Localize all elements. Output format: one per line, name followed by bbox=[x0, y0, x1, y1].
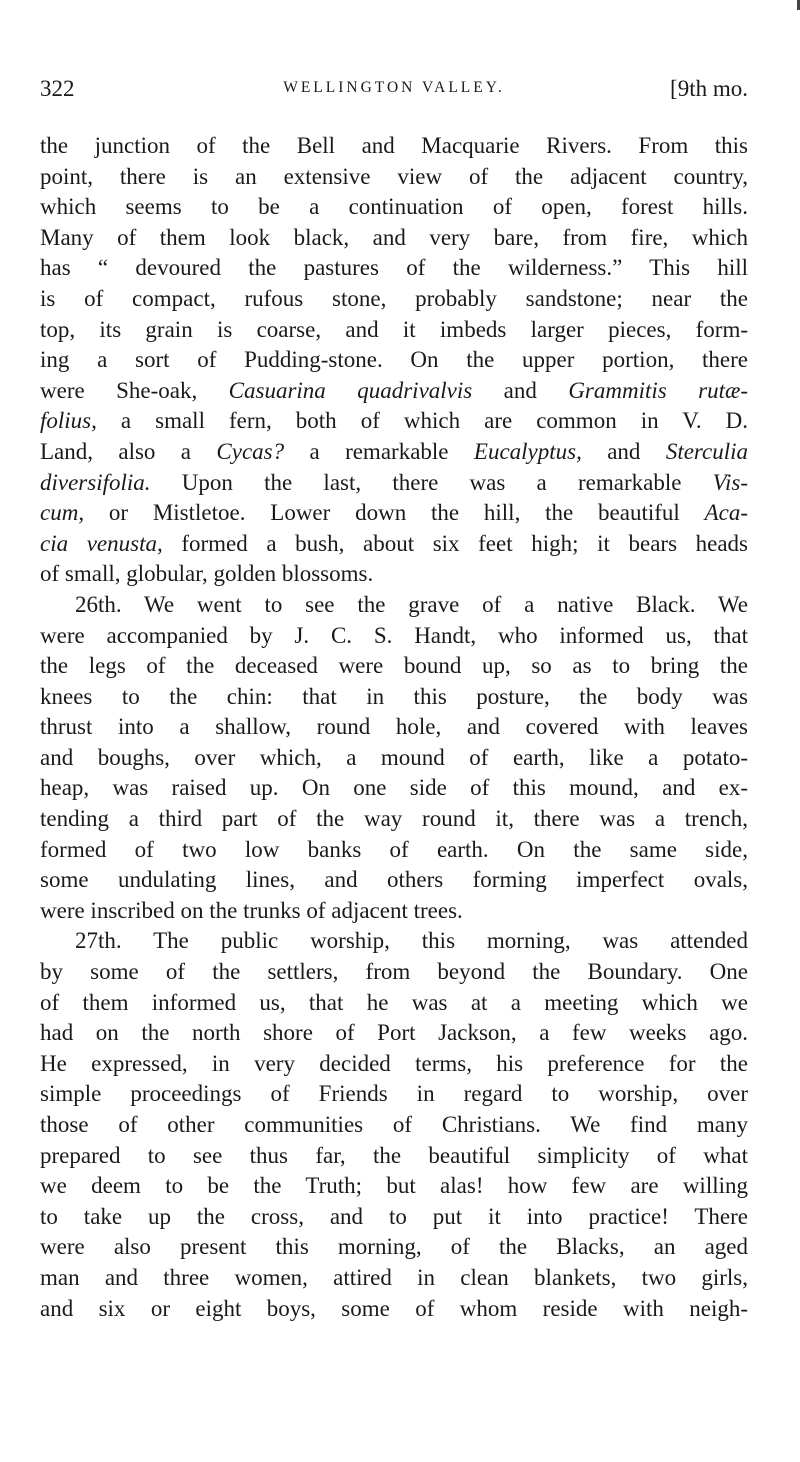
running-title: WELLINGTON VALLEY. bbox=[283, 79, 505, 96]
text-segment: were She-oak, bbox=[40, 377, 229, 403]
text-segment: of them informed us, that he was at a meeting which we bbox=[40, 989, 748, 1015]
text-segment: we deem to be the Truth; but alas! how few are willing bbox=[40, 1173, 748, 1199]
text-segment: formed a bush, about six feet high; it bears heads bbox=[162, 530, 748, 556]
text-line bbox=[40, 1141, 748, 1172]
running-header bbox=[40, 76, 748, 112]
text-line bbox=[40, 804, 748, 835]
text-segment: and bbox=[472, 377, 569, 403]
text-line bbox=[40, 773, 748, 804]
text-line bbox=[40, 345, 748, 376]
text-segment: and six or eight boys, some of whom reside with neigh- bbox=[40, 1295, 748, 1321]
text-line bbox=[40, 1171, 748, 1202]
italic-term: cum, bbox=[40, 500, 85, 526]
italic-term: Cycas? bbox=[216, 438, 285, 464]
text-line bbox=[40, 253, 748, 284]
italic-term: folius, bbox=[40, 408, 97, 434]
text-segment: of small, globular, golden blossoms. bbox=[40, 561, 374, 587]
text-line bbox=[40, 559, 748, 590]
text-line bbox=[40, 1294, 748, 1325]
text-segment: were accompanied by J. C. S. Handt, who informed us, that bbox=[40, 622, 748, 648]
text-segment: simple proceedings of Friends in regard to worship, over bbox=[40, 1081, 748, 1107]
text-segment: thrust into a shallow, round hole, and covered with leaves bbox=[40, 714, 748, 740]
text-line bbox=[40, 865, 748, 896]
text-segment: were also present this morning, of the Blacks, an aged bbox=[40, 1234, 748, 1260]
text-line bbox=[40, 1049, 748, 1080]
text-segment: those of other communities of Christians. We find many bbox=[40, 1112, 748, 1137]
text-segment: Upon the last, there was a remarkable bbox=[150, 469, 713, 495]
italic-term: Vis- bbox=[712, 469, 748, 495]
italic-term: Eucalyptus, bbox=[473, 438, 582, 464]
italic-term: Casuarina quadrivalvis bbox=[228, 377, 473, 403]
text-segment: to take up the cross, and to put it into practice! There bbox=[40, 1203, 748, 1229]
text-line bbox=[40, 1110, 748, 1141]
page-number: 322 bbox=[40, 76, 75, 101]
text-line bbox=[40, 651, 748, 682]
text-segment: and bbox=[581, 438, 666, 464]
text-line bbox=[40, 621, 748, 652]
italic-term: diversifolia. bbox=[40, 469, 151, 495]
text-segment: or Mistletoe. Lower down the hill, the beautiful bbox=[84, 500, 705, 526]
text-segment: knees to the chin: that in this posture, the body was bbox=[40, 683, 748, 709]
text-line bbox=[40, 131, 748, 162]
text-line bbox=[40, 529, 748, 560]
text-line bbox=[40, 498, 748, 529]
text-segment: and boughs, over which, a mound of earth, like a potato- bbox=[40, 744, 748, 770]
text-line bbox=[40, 376, 748, 407]
text-line bbox=[40, 223, 748, 254]
text-segment: He expressed, in very decided terms, his preference for the bbox=[40, 1050, 748, 1076]
text-segment: tending a third part of the way round it, there was a trench, bbox=[40, 806, 748, 832]
text-segment: were inscribed on the trunks of adjacent trees. bbox=[40, 897, 463, 923]
text-segment: prepared to see thus far, the beautiful simplicity of what bbox=[40, 1142, 748, 1168]
text-line bbox=[40, 926, 748, 957]
text-line bbox=[40, 1232, 748, 1263]
text-line bbox=[40, 406, 748, 437]
text-segment: 27th. The public worship, this morning, was attended bbox=[75, 928, 748, 954]
text-line bbox=[40, 1018, 748, 1049]
text-segment: the junction of the Bell and Macquarie Rivers. From this bbox=[40, 133, 748, 158]
text-line bbox=[40, 162, 748, 193]
italic-term: Sterculia bbox=[665, 438, 748, 464]
text-line bbox=[40, 988, 748, 1019]
text-segment: Many of them look black, and very bare, from fire, which bbox=[40, 224, 748, 250]
text-segment: top, its grain is coarse, and it imbeds larger pieces, form- bbox=[40, 316, 748, 342]
text-line bbox=[40, 896, 748, 927]
text-segment: heap, was raised up. On one side of this mound, and ex- bbox=[40, 775, 748, 801]
italic-term: cia venusta, bbox=[40, 530, 163, 556]
text-line bbox=[40, 437, 748, 468]
text-segment: the legs of the deceased were bound up, so as to bring the bbox=[40, 653, 748, 679]
text-line bbox=[40, 712, 748, 743]
text-segment: which seems to be a continuation of open, forest hills. bbox=[40, 194, 748, 220]
text-segment: had on the north shore of Port Jackson, a few weeks ago. bbox=[40, 1020, 748, 1046]
text-segment: some undulating lines, and others forming imperfect ovals, bbox=[40, 867, 748, 893]
text-segment: has “ devoured the pastures of the wilderness.” This hill bbox=[40, 255, 748, 281]
text-line bbox=[40, 590, 748, 621]
text-line bbox=[40, 682, 748, 713]
text-segment: by some of the settlers, from beyond the Boundary. One bbox=[40, 959, 748, 985]
text-line bbox=[40, 192, 748, 223]
text-line bbox=[40, 957, 748, 988]
date-marker: [9th mo. bbox=[670, 76, 748, 101]
text-segment: is of compact, rufous stone, probably sandstone; near the bbox=[40, 285, 748, 311]
text-line bbox=[40, 284, 748, 315]
text-line bbox=[40, 835, 748, 866]
text-segment: point, there is an extensive view of the adjacent country, bbox=[40, 163, 748, 189]
italic-term: Aca- bbox=[704, 500, 748, 526]
text-line bbox=[40, 1263, 748, 1294]
text-line bbox=[40, 315, 748, 346]
text-segment: man and three women, attired in clean blankets, two girls, bbox=[40, 1264, 748, 1290]
text-line bbox=[40, 1202, 748, 1233]
text-segment: a remarkable bbox=[284, 438, 474, 464]
text-line bbox=[40, 1079, 748, 1110]
text-segment: 26th. We went to see the grave of a native Black. We bbox=[75, 591, 748, 617]
text-segment: a small fern, both of which are common in V. D. bbox=[96, 408, 748, 434]
body-text bbox=[40, 131, 748, 1324]
text-line bbox=[40, 743, 748, 774]
text-line bbox=[40, 468, 748, 499]
italic-term: Grammitis rutæ- bbox=[568, 377, 748, 403]
text-segment: formed of two low banks of earth. On the same side, bbox=[40, 836, 748, 862]
text-segment: ing a sort of Pudding-stone. On the upper portion, there bbox=[40, 347, 748, 373]
text-segment: Land, also a bbox=[40, 438, 217, 464]
